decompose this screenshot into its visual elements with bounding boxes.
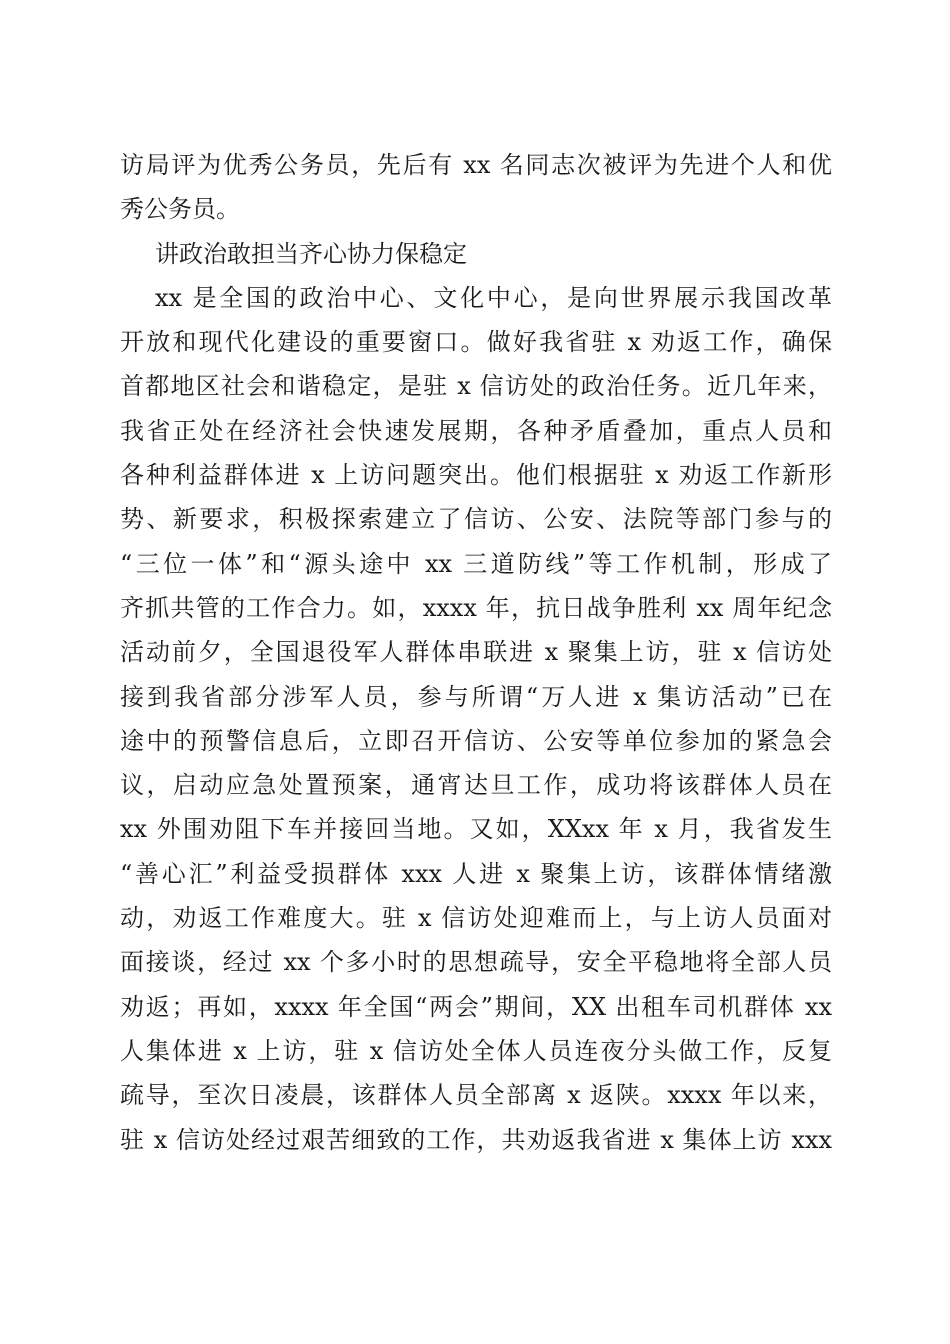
section-heading: 讲政治敢担当齐心协力保稳定 bbox=[155, 239, 467, 268]
body-line: “善心汇”利益受损群体 xxx 人进 x 聚集上访，该群体情绪激 bbox=[120, 859, 832, 888]
body-line: 途中的预警信息后，立即召开信访、公安等单位参加的紧急会 bbox=[120, 726, 832, 755]
body-line: 疏导，至次日凌晨，该群体人员全部离 x 返陕。xxxx 年以来， bbox=[120, 1081, 832, 1110]
document-body bbox=[120, 143, 832, 1162]
body-line: 各种利益群体进 x 上访问题突出。他们根据驻 x 劝返工作新形 bbox=[120, 461, 832, 490]
body-line: 驻 x 信访处经过艰苦细致的工作，共劝返我省进 x 集体上访 xxx bbox=[120, 1125, 832, 1154]
body-line: 活动前夕，全国退役军人群体串联进 x 聚集上访，驻 x 信访处 bbox=[120, 638, 832, 667]
body-line: “三位一体”和“源头途中 xx 三道防线”等工作机制，形成了 bbox=[120, 549, 832, 578]
body-line: 劝返；再如，xxxx 年全国“两会”期间，XX 出租车司机群体 xx bbox=[120, 992, 832, 1021]
body-line: 议，启动应急处置预案，通宵达旦工作，成功将该群体人员在 bbox=[120, 771, 832, 800]
body-line: xx 外围劝阻下车并接回当地。又如，XXxx 年 x 月，我省发生 bbox=[120, 815, 832, 844]
body-line: xx 是全国的政治中心、文化中心，是向世界展示我国改革 bbox=[155, 283, 832, 312]
body-line: 接到我省部分涉军人员，参与所谓“万人进 x 集访活动”已在 bbox=[120, 682, 832, 711]
body-line: 面接谈，经过 xx 个多小时的思想疏导，安全平稳地将全部人员 bbox=[120, 948, 832, 977]
body-line: 势、新要求，积极探索建立了信访、公安、法院等部门参与的 bbox=[120, 505, 832, 534]
body-line: 秀公务员。 bbox=[120, 195, 240, 224]
body-line: 我省正处在经济社会快速发展期，各种矛盾叠加，重点人员和 bbox=[120, 416, 832, 445]
body-line: 首都地区社会和谐稳定，是驻 x 信访处的政治任务。近几年来， bbox=[120, 372, 832, 401]
body-line: 人集体进 x 上访，驻 x 信访处全体人员连夜分头做工作，反复 bbox=[120, 1036, 832, 1065]
body-line: 动，劝返工作难度大。驻 x 信访处迎难而上，与上访人员面对 bbox=[120, 904, 832, 933]
body-line: 访局评为优秀公务员，先后有 xx 名同志次被评为先进个人和优 bbox=[120, 151, 832, 179]
body-line: 齐抓共管的工作合力。如，xxxx 年，抗日战争胜利 xx 周年纪念 bbox=[120, 593, 832, 622]
body-line: 开放和现代化建设的重要窗口。做好我省驻 x 劝返工作，确保 bbox=[120, 328, 832, 357]
